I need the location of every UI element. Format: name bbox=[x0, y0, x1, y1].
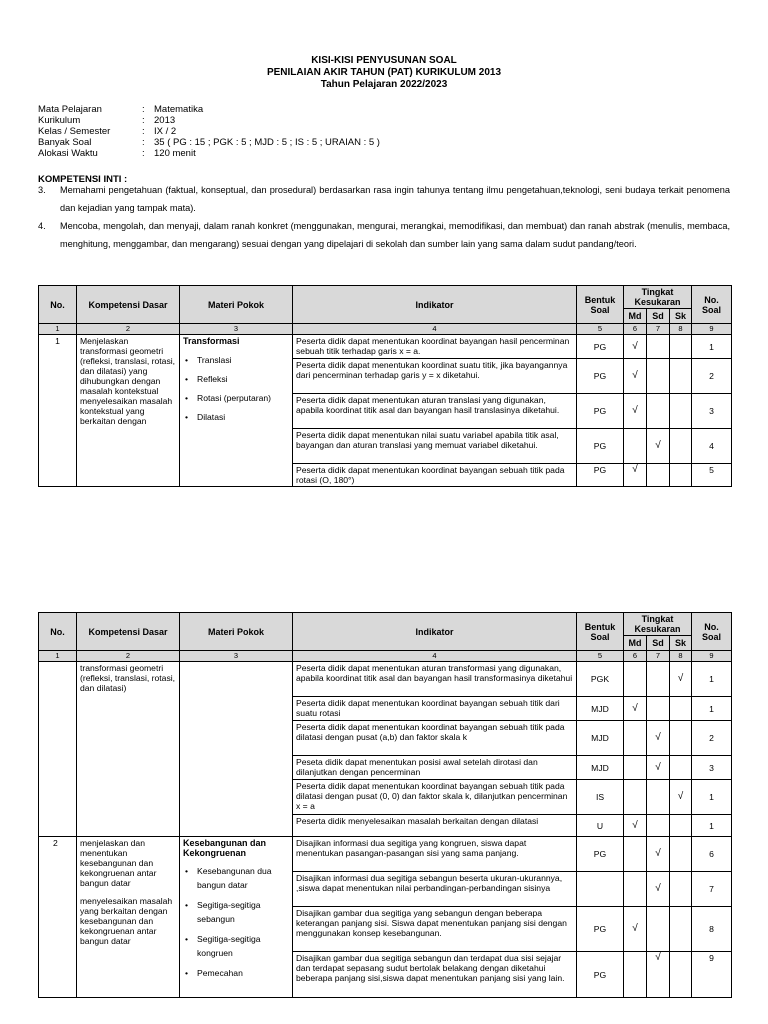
header-no: No. bbox=[39, 613, 77, 651]
check-sk bbox=[670, 394, 692, 429]
header-indikator: Indikator bbox=[293, 286, 577, 324]
check-md bbox=[624, 837, 647, 872]
nomor-soal-cell: 1 bbox=[692, 697, 732, 721]
indikator-cell: Peseta didik dapat menentukan posisi awal setelah dirotasi dan dilanjutkan dengan pencerminan bbox=[293, 756, 577, 780]
check-sk bbox=[670, 464, 692, 487]
indikator-cell: Peserta didik menyelesaikan masalah berkaitan dengan dilatasi bbox=[293, 815, 577, 837]
column-index-cell: 1 bbox=[39, 324, 77, 335]
check-sk bbox=[670, 872, 692, 907]
check-md bbox=[624, 952, 647, 998]
nomor-soal-cell: 2 bbox=[692, 721, 732, 756]
check-md bbox=[624, 756, 647, 780]
header-bentuk-soal: Bentuk Soal bbox=[577, 613, 624, 651]
check-sk bbox=[670, 837, 692, 872]
nomor-soal-cell: 3 bbox=[692, 756, 732, 780]
materi-item: • Translasi bbox=[183, 355, 289, 365]
header-sd: Sd bbox=[647, 309, 670, 324]
ki-number: 3. bbox=[38, 185, 46, 195]
bentuk-soal-cell: PGK bbox=[577, 662, 624, 697]
doc-title-line2: PENILAIAN AKIR TAHUN (PAT) KURIKULUM 2013 bbox=[266, 67, 502, 78]
meta-value: 2013 bbox=[154, 115, 176, 126]
header-bentuk-soal: Bentuk Soal bbox=[577, 286, 624, 324]
kd-number: 1 bbox=[39, 335, 77, 487]
meta-row bbox=[38, 137, 380, 148]
bentuk-soal-cell: PG bbox=[577, 394, 624, 429]
column-index-cell: 8 bbox=[670, 324, 692, 335]
nomor-soal-cell: 9 bbox=[692, 952, 732, 998]
materi-item: • Segitiga-segitiga sebangun bbox=[183, 898, 289, 926]
column-index-cell: 2 bbox=[77, 651, 180, 662]
nomor-soal-cell: 6 bbox=[692, 837, 732, 872]
check-md: √ bbox=[624, 907, 647, 952]
ki-number: 4. bbox=[38, 221, 46, 231]
ki-text: Mencoba, mengolah, dan menyaji, dalam ranah konkret (menggunakan, mengurai, merangkai, memodifikasi, dan membuat) dan ranah abstrak (menulis, membaca, menghitung, menggambar, dan mengarang) sesuai dengan yang dipelajari di sekolah dan sumber lain yang sama dalam sudut pandang/teori. bbox=[60, 221, 730, 249]
column-index-cell: 5 bbox=[577, 324, 624, 335]
bentuk-soal-cell: PG bbox=[577, 907, 624, 952]
ki-text: Memahami pengetahuan (faktual, konseptual, dan prosedural) berdasarkan rasa ingin tahunya tentang ilmu pengetahuan,teknologi, seni budaya terkait penomena dan kejadian yang tampak mata). bbox=[60, 185, 730, 213]
column-index-row bbox=[39, 651, 732, 662]
meta-key: Banyak Soal bbox=[38, 137, 92, 148]
nomor-soal-cell: 5 bbox=[692, 464, 732, 487]
check-sd: √ bbox=[647, 837, 670, 872]
materi-pokok-cell bbox=[180, 335, 293, 487]
meta-row bbox=[38, 104, 380, 115]
ki-item-4 bbox=[38, 217, 730, 253]
check-md bbox=[624, 872, 647, 907]
check-sk: √ bbox=[670, 780, 692, 815]
header-materi-pokok: Materi Pokok bbox=[180, 613, 293, 651]
nomor-soal-cell: 7 bbox=[692, 872, 732, 907]
bentuk-soal-cell: PG bbox=[577, 464, 624, 487]
kompetensi-dasar-cell: Menjelaskan transformasi geometri (refleksi, translasi, rotasi, dan dilatasi) yang dihubungkan dengan masalah kontekstual menyelesaikan masalah kontekstual yang berkaitan dengan bbox=[77, 335, 180, 487]
check-sd: √ bbox=[647, 756, 670, 780]
check-sk bbox=[670, 815, 692, 837]
check-md: √ bbox=[624, 335, 647, 359]
column-index-cell: 7 bbox=[647, 324, 670, 335]
materi-pokok-title: Kesebangunan dan Kekongruenan bbox=[183, 838, 267, 858]
nomor-soal-cell: 1 bbox=[692, 335, 732, 359]
materi-pokok-title: Transformasi bbox=[183, 336, 240, 346]
materi-pokok-cell bbox=[180, 837, 293, 998]
column-index-cell: 6 bbox=[624, 651, 647, 662]
indikator-cell: Peserta didik dapat menentukan aturan translasi yang digunakan, apabila koordinat titik asal dan bayangan hasil translasinya diketahui. bbox=[293, 394, 577, 429]
nomor-soal-cell: 8 bbox=[692, 907, 732, 952]
meta-value: IX / 2 bbox=[154, 126, 177, 137]
check-md: √ bbox=[624, 697, 647, 721]
check-md bbox=[624, 429, 647, 464]
indikator-cell: Peserta didik dapat menentukan koordinat bayangan sebuah titik pada dilatasi dengan pusat (a,b) dan faktor skala k bbox=[293, 721, 577, 756]
check-md: √ bbox=[624, 464, 647, 487]
kompetensi-dasar-cell bbox=[77, 837, 180, 998]
materi-item: • Segitiga-segitiga kongruen bbox=[183, 932, 289, 960]
header-kompetensi-dasar: Kompetensi Dasar bbox=[77, 286, 180, 324]
check-sk bbox=[670, 697, 692, 721]
kisi-table-1 bbox=[38, 285, 732, 487]
meta-colon: : bbox=[142, 137, 145, 148]
column-index-cell: 3 bbox=[180, 324, 293, 335]
materi-pokok-cell bbox=[180, 662, 293, 837]
kompetensi-inti-title: KOMPETENSI INTI : bbox=[38, 174, 128, 185]
bentuk-soal-cell: PG bbox=[577, 952, 624, 998]
doc-title-line3: Tahun Pelajaran 2022/2023 bbox=[320, 79, 448, 90]
meta-colon: : bbox=[142, 126, 145, 137]
check-sk: √ bbox=[670, 662, 692, 697]
materi-item: • Refleksi bbox=[183, 374, 289, 384]
bentuk-soal-cell bbox=[577, 872, 624, 907]
indikator-cell: Peserta didik dapat menentukan koordinat bayangan hasil pencerminan sebuah titik terhadap garis x = a. bbox=[293, 335, 577, 359]
meta-key: Kurikulum bbox=[38, 115, 81, 126]
check-sk bbox=[670, 952, 692, 998]
column-index-cell: 8 bbox=[670, 651, 692, 662]
header-kompetensi-dasar: Kompetensi Dasar bbox=[77, 613, 180, 651]
column-index-cell: 1 bbox=[39, 651, 77, 662]
check-md: √ bbox=[624, 359, 647, 394]
check-md: √ bbox=[624, 394, 647, 429]
check-sd: √ bbox=[647, 872, 670, 907]
check-sd bbox=[647, 359, 670, 394]
check-sd bbox=[647, 780, 670, 815]
header-md: Md bbox=[624, 309, 647, 324]
meta-key: Alokasi Waktu bbox=[38, 148, 98, 159]
meta-info bbox=[38, 104, 380, 159]
column-index-cell: 3 bbox=[180, 651, 293, 662]
column-index-cell: 4 bbox=[293, 324, 577, 335]
bentuk-soal-cell: PG bbox=[577, 837, 624, 872]
materi-item: • Dilatasi bbox=[183, 412, 289, 422]
column-index-cell: 9 bbox=[692, 651, 732, 662]
bentuk-soal-cell: MJD bbox=[577, 697, 624, 721]
check-sd bbox=[647, 815, 670, 837]
meta-colon: : bbox=[142, 148, 145, 159]
header-tingkat-kesukaran: Tingkat Kesukaran bbox=[624, 613, 692, 636]
header-sd: Sd bbox=[647, 636, 670, 651]
header-tingkat-kesukaran: Tingkat Kesukaran bbox=[624, 286, 692, 309]
table-row bbox=[39, 837, 732, 872]
indikator-cell: Peserta didik dapat menentukan koordinat bayangan sebuah titik pada dilatasi dengan pusat (0, 0) dan faktor skala k, dilanjutkan pencerminan x = a bbox=[293, 780, 577, 815]
meta-row bbox=[38, 115, 380, 126]
check-sd bbox=[647, 697, 670, 721]
meta-key: Mata Pelajaran bbox=[38, 104, 102, 115]
check-sd: √ bbox=[647, 721, 670, 756]
check-md bbox=[624, 780, 647, 815]
kisi-table-2 bbox=[38, 612, 732, 998]
bentuk-soal-cell: U bbox=[577, 815, 624, 837]
indikator-cell: Disajikan gambar dua segitiga yang sebangun dengan beberapa keterangan panjang sisi. Siswa dapat menentukan panjang sisi dengan menggunakan konsep kesebangunan. bbox=[293, 907, 577, 952]
header-sk: Sk bbox=[670, 309, 692, 324]
header-no-soal: No. Soal bbox=[692, 613, 732, 651]
check-sd bbox=[647, 464, 670, 487]
nomor-soal-cell: 2 bbox=[692, 359, 732, 394]
column-index-cell: 2 bbox=[77, 324, 180, 335]
bentuk-soal-cell: PG bbox=[577, 359, 624, 394]
header-sk: Sk bbox=[670, 636, 692, 651]
check-sk bbox=[670, 429, 692, 464]
bentuk-soal-cell: PG bbox=[577, 429, 624, 464]
header-no: No. bbox=[39, 286, 77, 324]
column-index-cell: 7 bbox=[647, 651, 670, 662]
kd-number bbox=[39, 662, 77, 837]
bentuk-soal-cell: MJD bbox=[577, 721, 624, 756]
nomor-soal-cell: 4 bbox=[692, 429, 732, 464]
check-sk bbox=[670, 907, 692, 952]
indikator-cell: Peserta didik dapat menentukan koordinat bayangan sebuah titik pada rotasi (O, 180°) bbox=[293, 464, 577, 487]
meta-value: Matematika bbox=[154, 104, 204, 115]
kd-text-b: menyelesaikan masalah yang berkaitan dengan kesebangunan dan kekongruenan antar bangun datar bbox=[80, 896, 173, 946]
bentuk-soal-cell: IS bbox=[577, 780, 624, 815]
doc-title-line1: KISI-KISI PENYUSUNAN SOAL bbox=[311, 55, 457, 66]
nomor-soal-cell: 1 bbox=[692, 780, 732, 815]
meta-value: 120 menit bbox=[154, 148, 196, 159]
header-indikator: Indikator bbox=[293, 613, 577, 651]
column-index-row bbox=[39, 324, 732, 335]
check-md: √ bbox=[624, 815, 647, 837]
nomor-soal-cell: 3 bbox=[692, 394, 732, 429]
check-sk bbox=[670, 756, 692, 780]
meta-colon: : bbox=[142, 104, 145, 115]
column-index-cell: 6 bbox=[624, 324, 647, 335]
header-materi-pokok: Materi Pokok bbox=[180, 286, 293, 324]
check-sd bbox=[647, 907, 670, 952]
column-index-cell: 5 bbox=[577, 651, 624, 662]
kd-number: 2 bbox=[39, 837, 77, 998]
check-sk bbox=[670, 721, 692, 756]
ki-item-3 bbox=[38, 181, 730, 217]
table-row bbox=[39, 662, 732, 697]
indikator-cell: Disajikan informasi dua segitiga sebangun beserta ukuran-ukurannya, ,siswa dapat menentukan nilai perbandingan-perbandingan sisinya bbox=[293, 872, 577, 907]
check-sd bbox=[647, 394, 670, 429]
meta-key: Kelas / Semester bbox=[38, 126, 111, 137]
check-md bbox=[624, 662, 647, 697]
kompetensi-dasar-cell: transformasi geometri (refleksi, translasi, rotasi, dan dilatasi) bbox=[77, 662, 180, 837]
column-index-cell: 4 bbox=[293, 651, 577, 662]
header-md: Md bbox=[624, 636, 647, 651]
indikator-cell: Peserta didik dapat menentukan aturan transformasi yang digunakan, apabila koordinat titik asal dan bayangan hasil transformasinya diketahui bbox=[293, 662, 577, 697]
bentuk-soal-cell: PG bbox=[577, 335, 624, 359]
indikator-cell: Disajikan gambar dua segitiga sebangun dan terdapat dua sisi sejajar dan terdapat sepasang sudut bertolak belakang dengan diketahui beberapa panjang sisi,siswa dapat menentukan panjang sisi yang lain. bbox=[293, 952, 577, 998]
nomor-soal-cell: 1 bbox=[692, 815, 732, 837]
nomor-soal-cell: 1 bbox=[692, 662, 732, 697]
materi-item: • Kesebangunan dua bangun datar bbox=[183, 864, 289, 892]
indikator-cell: Disajikan informasi dua segitiga yang kongruen, siswa dapat menentukan pasangan-pasangan sisi yang sama panjang. bbox=[293, 837, 577, 872]
header-no-soal: No. Soal bbox=[692, 286, 732, 324]
check-sk bbox=[670, 335, 692, 359]
indikator-cell: Peserta didik dapat menentukan koordinat bayangan sebuah titik dari suatu rotasi bbox=[293, 697, 577, 721]
check-sd bbox=[647, 335, 670, 359]
indikator-cell: Peserta didik dapat menentukan nilai suatu variabel apabila titik asal, bayangan dan aturan translasi yang memuat variabel diketahui. bbox=[293, 429, 577, 464]
table-row bbox=[39, 335, 732, 359]
table-header-row bbox=[39, 613, 732, 636]
check-sd: √ bbox=[647, 952, 670, 998]
materi-item: • Pemecahan bbox=[183, 966, 289, 980]
meta-row bbox=[38, 148, 380, 159]
column-index-cell: 9 bbox=[692, 324, 732, 335]
kd-text-a: menjelaskan dan menentukan kesebangunan dan kekongruenan antar bangun datar bbox=[80, 838, 157, 888]
bentuk-soal-cell: MJD bbox=[577, 756, 624, 780]
check-sk bbox=[670, 359, 692, 394]
meta-colon: : bbox=[142, 115, 145, 126]
table-header-row bbox=[39, 286, 732, 309]
check-sd: √ bbox=[647, 429, 670, 464]
meta-row bbox=[38, 126, 380, 137]
check-md bbox=[624, 721, 647, 756]
materi-item: • Rotasi (perputaran) bbox=[183, 393, 289, 403]
check-sd bbox=[647, 662, 670, 697]
indikator-cell: Peserta didik dapat menentukan koordinat suatu titik, jika bayangannya dari pencerminan terhadap garis y = x diketahui. bbox=[293, 359, 577, 394]
meta-value: 35 ( PG : 15 ; PGK : 5 ; MJD : 5 ; IS : 5 ; URAIAN : 5 ) bbox=[154, 137, 380, 148]
